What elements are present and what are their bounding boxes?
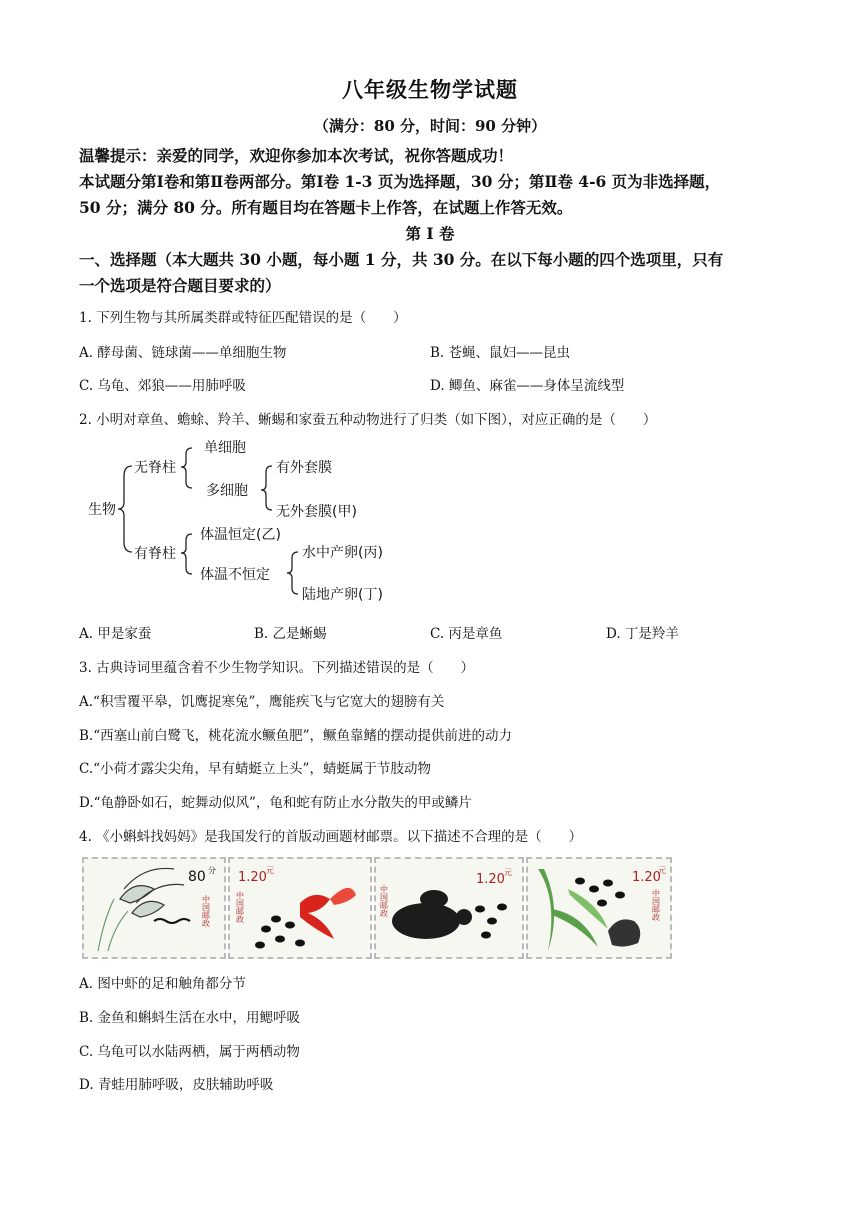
stamp-frog-country: 中国邮政	[651, 889, 661, 921]
question-1-option-a: A. 酵母菌、链球菌——单细胞生物	[79, 345, 287, 361]
diagram-land-eggs: 陆地产卵(丁)	[302, 587, 383, 603]
stamp-shrimp-country: 中国邮政	[201, 895, 211, 927]
intro-line-2: 50 分；满分 80 分。所有题目均在答题卡上作答，在试题上作答无效。	[79, 198, 573, 217]
invertebrate-brace	[181, 448, 192, 488]
stamp-shrimp-value: 80	[188, 869, 206, 885]
stamp-frog-value: 1.20	[632, 870, 661, 885]
stamp-goldfish-unit: 元	[266, 866, 274, 875]
question-3-option-a: A.“积雪覆平皋，饥鹰捉寒兔”，鹰能疾飞与它宽大的翅膀有关	[79, 694, 445, 710]
diagram-root: 生物	[88, 502, 116, 518]
question-2-option-b: B. 乙是蜥蜴	[254, 626, 327, 642]
intro-line-1: 本试题分第Ⅰ卷和第Ⅱ卷两部分。第Ⅰ卷 1-3 页为选择题，30 分；第Ⅱ卷 4-6 页为非选择题，	[79, 172, 721, 191]
page-title: 八年级生物学试题	[342, 77, 518, 102]
question-2-option-d: D. 丁是羚羊	[606, 626, 679, 642]
question-4-option-d: D. 青蛙用肺呼吸，皮肤辅助呼吸	[79, 1077, 274, 1093]
page-subtitle: （满分：80 分，时间：90 分钟）	[313, 117, 547, 135]
question-4-option-c: C. 乌龟可以水陆两栖，属于两栖动物	[79, 1044, 300, 1060]
question-2-stem: 2. 小明对章鱼、蟾蜍、羚羊、蜥蜴和家蚕五种动物进行了归类（如下图），对应正确的是（ ）	[79, 412, 657, 428]
question-1-option-b: B. 苍蝇、鼠妇——昆虫	[430, 345, 571, 361]
stamp-shrimp-unit: 分	[208, 866, 216, 875]
stamp-goldfish-country: 中国邮政	[235, 891, 245, 923]
stamp-goldfish	[228, 857, 372, 959]
question-1-option-c: C. 乌龟、郊狼——用肺呼吸	[79, 378, 246, 394]
diagram-with-mantle: 有外套膜	[276, 460, 332, 476]
section-title: 第 I 卷	[405, 224, 455, 243]
multicellular-brace	[261, 466, 272, 510]
question-4-option-a: A. 图中虾的足和触角都分节	[79, 976, 246, 992]
tip-text: 温馨提示：亲爱的同学，欢迎你参加本次考试，祝你答题成功！	[79, 146, 514, 165]
question-3-option-d: D.“龟静卧如石，蛇舞动似风”，龟和蛇有防止水分散失的甲或鳞片	[79, 795, 472, 811]
question-3-option-b: B.“西塞山前白鹭飞，桃花流水鳜鱼肥”，鳜鱼靠鳍的摆动提供前进的动力	[79, 728, 513, 744]
question-3-stem: 3. 古典诗词里蕴含着不少生物学知识。下列描述错误的是（ ）	[79, 660, 475, 676]
classification-diagram	[80, 432, 420, 608]
question-3-option-c: C.“小荷才露尖尖角，早有蜻蜓立上头”，蜻蜓属于节肢动物	[79, 761, 431, 777]
question-4-stem: 4. 《小蝌蚪找妈妈》是我国发行的首版动画题材邮票。以下描述不合理的是（ ）	[79, 829, 583, 845]
stamp-shrimp	[82, 857, 226, 959]
question-4-option-b: B. 金鱼和蝌蚪生活在水中，用鳃呼吸	[79, 1010, 301, 1026]
stamp-frog	[526, 857, 672, 959]
question-2-option-c: C. 丙是章鱼	[430, 626, 503, 642]
stamp-frog-unit: 元	[658, 866, 666, 875]
diagram-water-eggs: 水中产卵(丙)	[302, 545, 383, 561]
diagram-invertebrate: 无脊柱	[134, 460, 176, 476]
stamp-turtle	[374, 857, 524, 959]
question-1-stem: 1. 下列生物与其所属类群或特征匹配错误的是（ ）	[79, 310, 407, 326]
question-2-option-a: A. 甲是家蚕	[79, 626, 152, 642]
question-1-option-d: D. 鲫鱼、麻雀——身体呈流线型	[430, 378, 625, 394]
diagram-vertebrate: 有脊柱	[134, 546, 176, 562]
stamp-turtle-unit: 元	[504, 868, 512, 877]
diagram-without-mantle: 无外套膜(甲)	[276, 504, 357, 520]
part-heading-line-2: 一个选项是符合题目要求的）	[79, 276, 281, 295]
stamp-turtle-value: 1.20	[476, 872, 505, 887]
vertebrate-brace	[181, 534, 192, 574]
diagram-constant-temp: 体温恒定(乙)	[200, 527, 281, 543]
stamp-turtle-country: 中国邮政	[379, 885, 389, 917]
variable-temp-brace	[287, 552, 298, 594]
part-heading-line-1: 一、选择题（本大题共 30 小题，每小题 1 分，共 30 分。在以下每小题的四个选项里，只有	[79, 250, 724, 269]
diagram-unicellular: 单细胞	[204, 440, 246, 456]
stamp-goldfish-value: 1.20	[238, 870, 267, 885]
diagram-multicellular: 多细胞	[206, 483, 248, 499]
root-brace	[118, 466, 132, 552]
diagram-variable-temp: 体温不恒定	[200, 567, 270, 583]
